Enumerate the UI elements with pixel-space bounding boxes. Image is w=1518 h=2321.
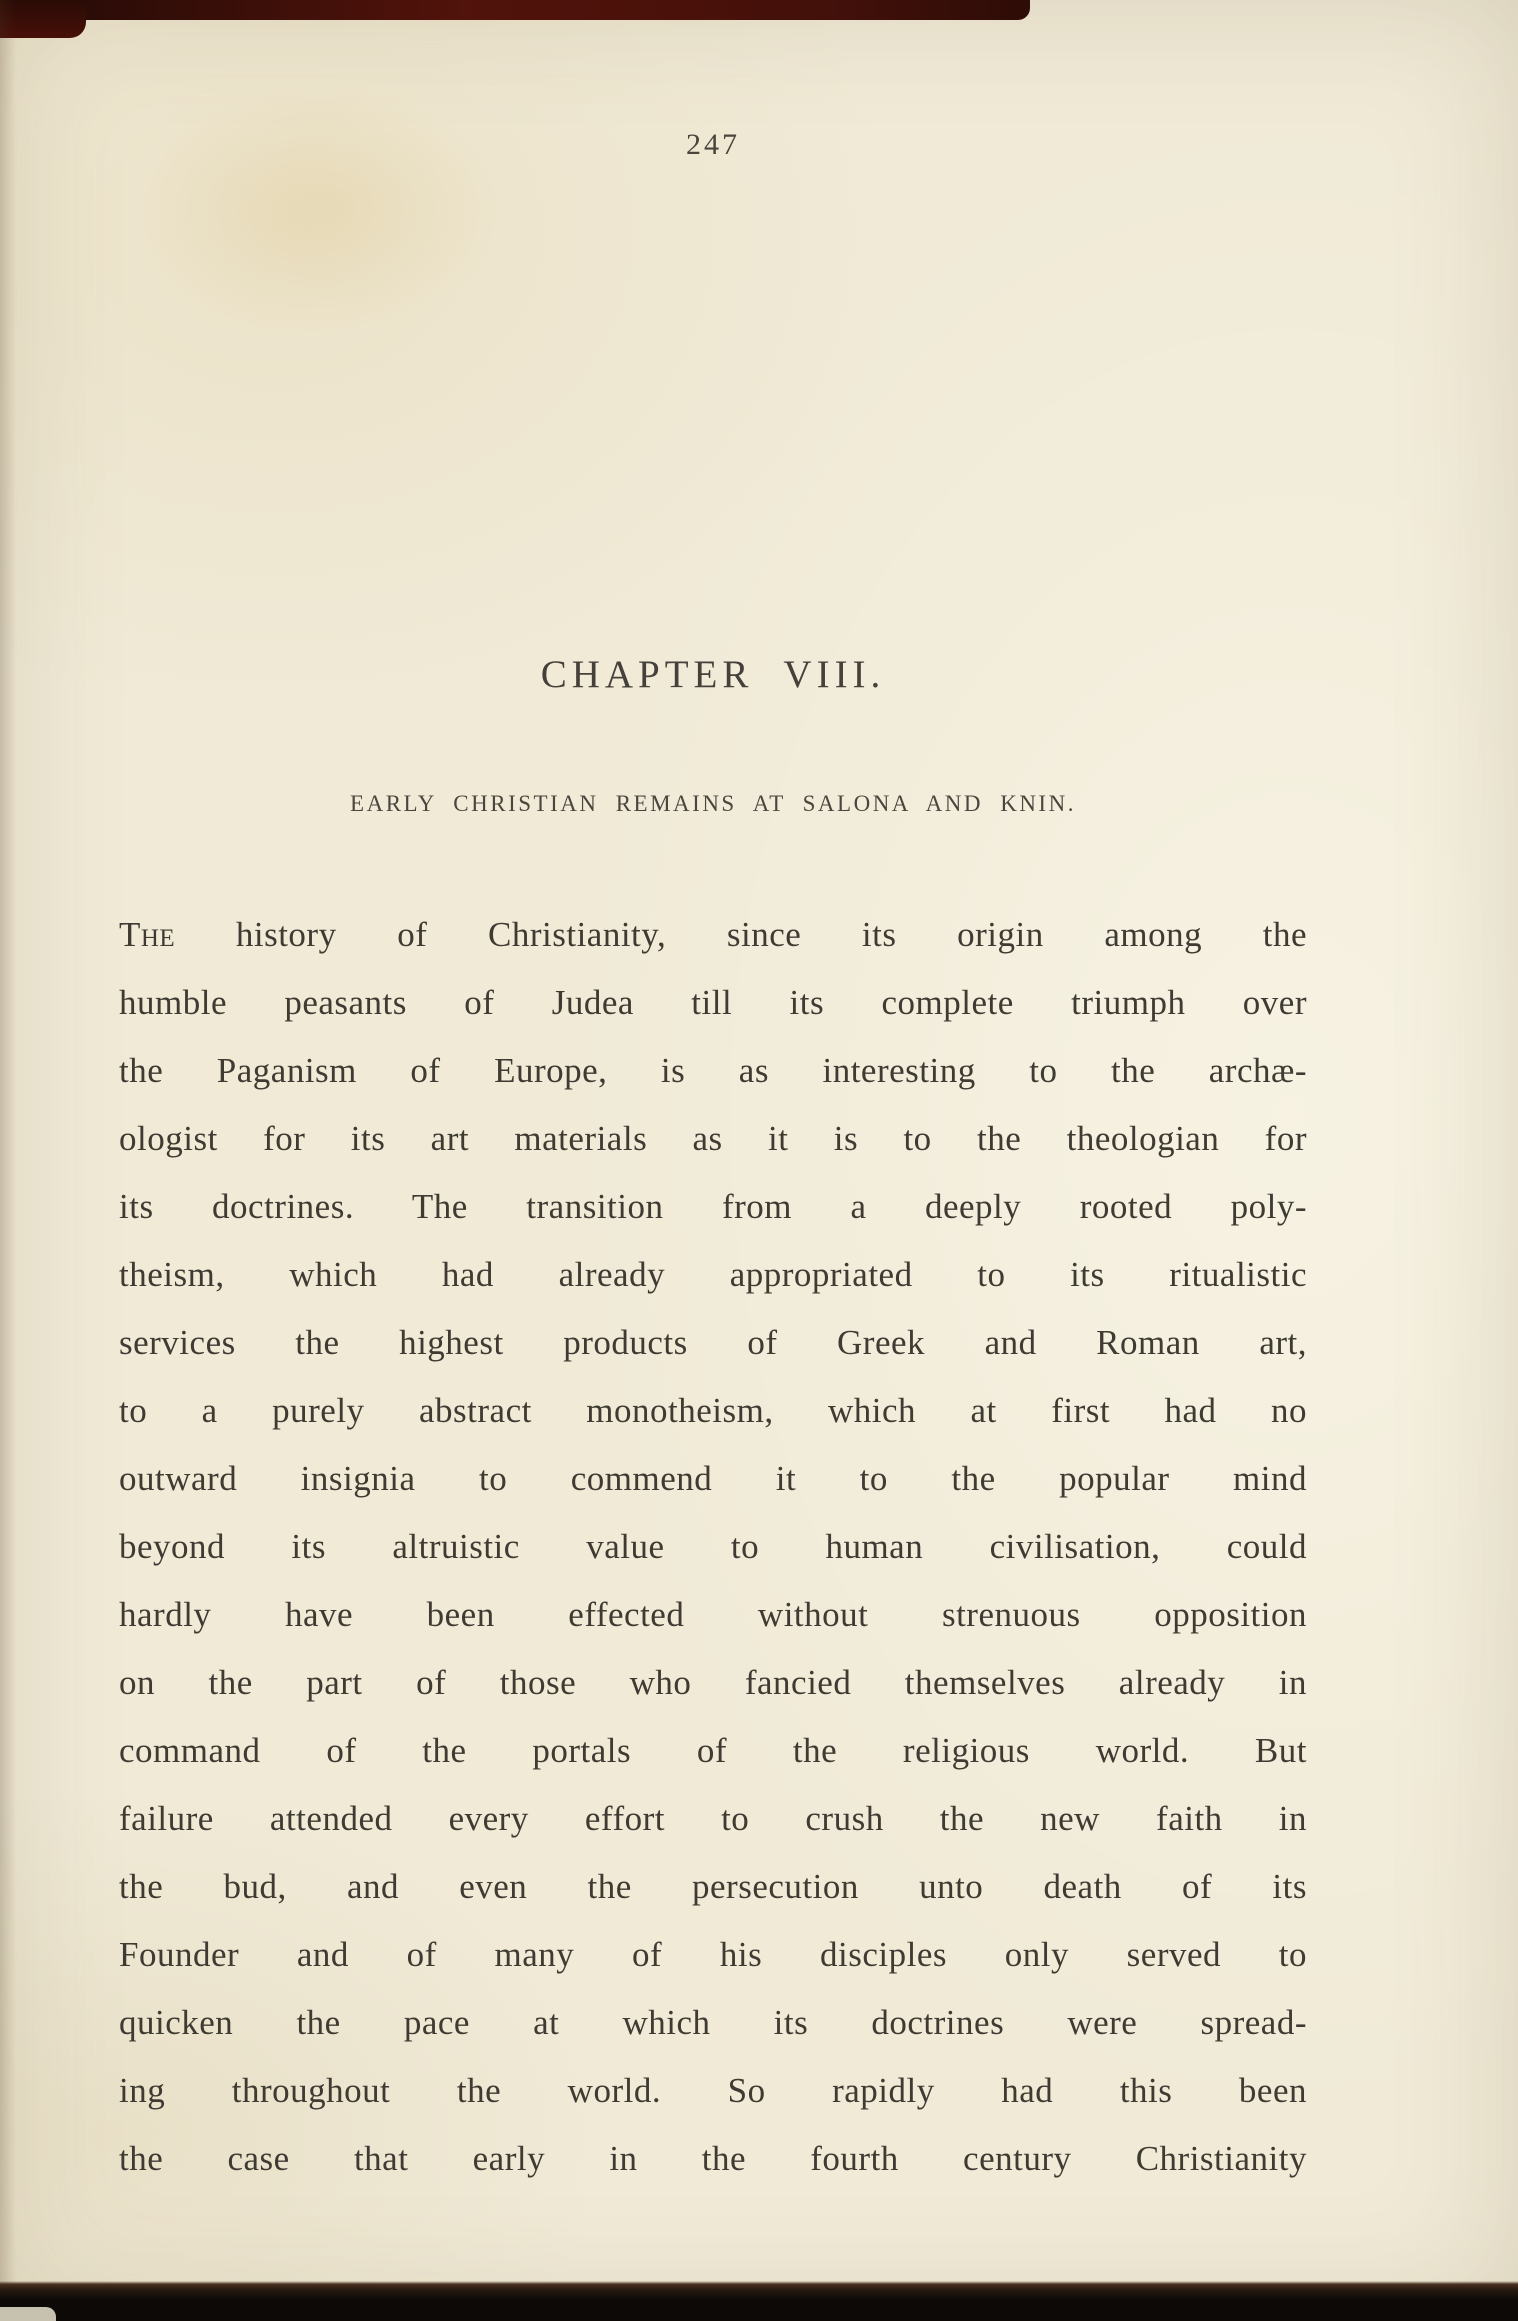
body-line: beyond its altruistic value to human civilisation, could: [119, 1527, 1307, 1566]
body-line: services the highest products of Greek and Roman art,: [119, 1323, 1307, 1362]
body-line: hardly have been effected without strenuous opposition: [119, 1595, 1307, 1634]
body-line-text: history of Christianity, since its origin among the: [235, 915, 1307, 954]
body-line: ologist for its art materials as it is to the theologian for: [119, 1119, 1307, 1158]
body-line: the case that early in the fourth century Christianity: [119, 2139, 1307, 2178]
body-line: its doctrines. The transition from a deeply rooted poly-: [119, 1187, 1307, 1226]
body-line: quicken the pace at which its doctrines were spread-: [119, 2003, 1307, 2042]
body-line: command of the portals of the religious world. But: [119, 1731, 1307, 1770]
body-line: theism, which had already appropriated to its ritualistic: [119, 1255, 1307, 1294]
body-line: the bud, and even the persecution unto death of its: [119, 1867, 1307, 1906]
scan-edge-left: [0, 0, 16, 2321]
page-content: [119, 0, 1307, 2193]
body-line: on the part of those who fancied themselves already in: [119, 1663, 1307, 1702]
body-line: outward insignia to commend it to the popular mind: [119, 1459, 1307, 1498]
lead-word: The: [119, 915, 176, 954]
page-number: 247: [686, 128, 740, 161]
chapter-subtitle: EARLY CHRISTIAN REMAINS AT SALONA AND KNIN.: [350, 791, 1076, 816]
body-line: to a purely abstract monotheism, which at first had no: [119, 1391, 1307, 1430]
body-line: Founder and of many of his disciples only served to: [119, 1935, 1307, 1974]
body-line: ing throughout the world. So rapidly had this been: [119, 2071, 1307, 2110]
scan-edge-bottom: [0, 2281, 1518, 2321]
body-text: [119, 817, 1307, 2193]
body-line: failure attended every effort to crush the new faith in: [119, 1799, 1307, 1838]
chapter-title: CHAPTER VIII.: [540, 653, 886, 696]
body-line: humble peasants of Judea till its complete triumph over: [119, 983, 1307, 1022]
body-line: the Paganism of Europe, is as interesting to the archæ-: [119, 1051, 1307, 1090]
body-line: [119, 901, 1307, 969]
